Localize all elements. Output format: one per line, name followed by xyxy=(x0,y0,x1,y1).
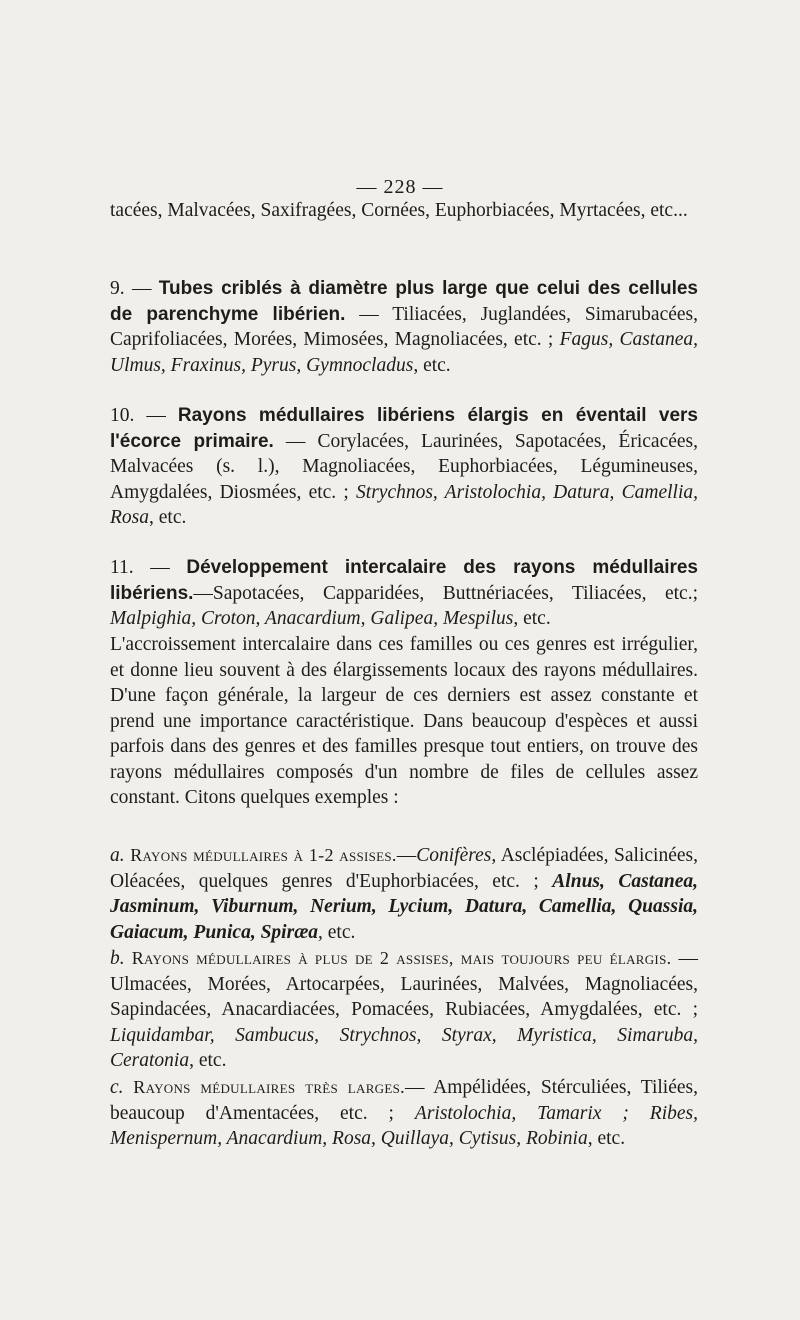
section-11-heading: Développement intercalaire des rayons médullaires libériens. xyxy=(110,557,698,604)
item-b-families: — Ulmacées, Morées, Artocarpées, Laurinées, Malvées, Magnoliacées, Sapindacées, Anacardiacées, Pomacées, Rubiacées, Amygdalées, etc. ; xyxy=(110,948,699,1020)
section-9-families: — Tiliacées, Juglandées, Simarubacées, Caprifoliacées, Morées, Mimosées, Magnoliacées, etc. ; xyxy=(110,303,699,350)
item-a xyxy=(110,843,698,945)
item-c-letter: c. xyxy=(110,1077,134,1098)
section-11-families: —Sapotacées, Capparidées, Buttnériacées, Tiliacées, etc.; xyxy=(193,582,698,604)
item-a-end: , etc. xyxy=(318,921,356,943)
item-a-families: , Asclépiadées, Salicinées, Oléacées, quelques genres d'Euphorbiacées, etc. ; xyxy=(110,845,698,892)
section-10-end: , etc. xyxy=(149,507,187,528)
item-a-conifers: Conifères xyxy=(416,845,492,866)
section-9-genera: Fagus, Castanea, Ulmus, Fraxinus, Pyrus, Gymnocladus xyxy=(110,329,698,376)
item-c-families: — Ampélidées, Stérculiées, Tiliées, beaucoup d'Amentacées, etc. ; xyxy=(110,1077,698,1124)
item-a-genera: Alnus, Castanea, Jasminum, Viburnum, Nerium, Lycium, Datura, Camellia, Quassia, Gaiacum, Punica, Spiræa xyxy=(110,870,698,943)
section-11-end: , etc. xyxy=(513,608,551,629)
item-c-genera: Aristolochia, Tamarix ; Ribes, Menispernum, Anacardium, Rosa, Quillaya, Cytisus, Robinia xyxy=(110,1102,698,1149)
page-number: — 228 — xyxy=(356,176,444,198)
item-c xyxy=(110,1075,698,1152)
section-9-heading: Tubes criblés à diamètre plus large que celui des cellules de parenchyme libérien. xyxy=(110,278,698,325)
item-b-letter: b. xyxy=(110,948,132,969)
item-b-end: , etc. xyxy=(189,1050,227,1071)
section-10-heading: Rayons médullaires libériens élargis en éventail vers l'écorce primaire. xyxy=(110,405,699,452)
item-c-heading: Rayons médullaires très larges. xyxy=(133,1077,405,1097)
item-b xyxy=(110,946,698,1074)
item-a-heading: Rayons médullaires à 1-2 assises. xyxy=(130,845,397,865)
item-a-letter: a. xyxy=(110,845,131,866)
section-10-genera: Strychnos, Aristolochia, Datura, Camellia, Rosa xyxy=(110,481,698,528)
section-10-families: — Corylacées, Laurinées, Sapotacées, Éricacées, Malvacées (s. l.), Magnoliacées, Euphorbiacées, Légumineuses, Amygdalées, Diosmées, etc. ; xyxy=(110,430,698,503)
section-9 xyxy=(110,276,698,378)
section-10 xyxy=(110,403,698,531)
section-10-number: 10. — xyxy=(110,405,178,426)
item-b-genera: Liquidambar, Sambucus, Strychnos, Styrax, Myristica, Simaruba, Ceratonia xyxy=(110,1024,698,1071)
paragraph-accroissement: L'accroissement intercalaire dans ces familles ou ces genres est irrégulier, et donne lieu souvent à des élargissements locaux des rayons médullaires. D'une façon générale, la largeur de ces derniers est assez constante et prend une importance caractéristique. Dans beaucoup d'espèces et aussi parfois dans des genres et des familles presque tout entiers, on trouve des rayons médullaires composés d'un nombre de files de cellules assez constant. Citons quelques exemples : xyxy=(110,634,698,808)
item-c-end: , etc. xyxy=(587,1128,626,1149)
section-11 xyxy=(110,555,698,632)
section-9-end: , etc. xyxy=(413,354,451,376)
item-a-dash: — xyxy=(396,845,417,866)
section-9-number: 9. — xyxy=(110,278,159,299)
paragraph-continued: tacées, Malvacées, Saxifragées, Cornées, Euphorbiacées, Myrtacées, etc... xyxy=(110,200,688,221)
section-11-genera: Malpighia, Croton, Anacardium, Galipea, Mespilus xyxy=(110,608,514,629)
item-b-heading: Rayons médullaires à plus de 2 assises, mais toujours peu élargis. xyxy=(131,948,672,968)
section-11-number: 11. — xyxy=(110,557,187,578)
